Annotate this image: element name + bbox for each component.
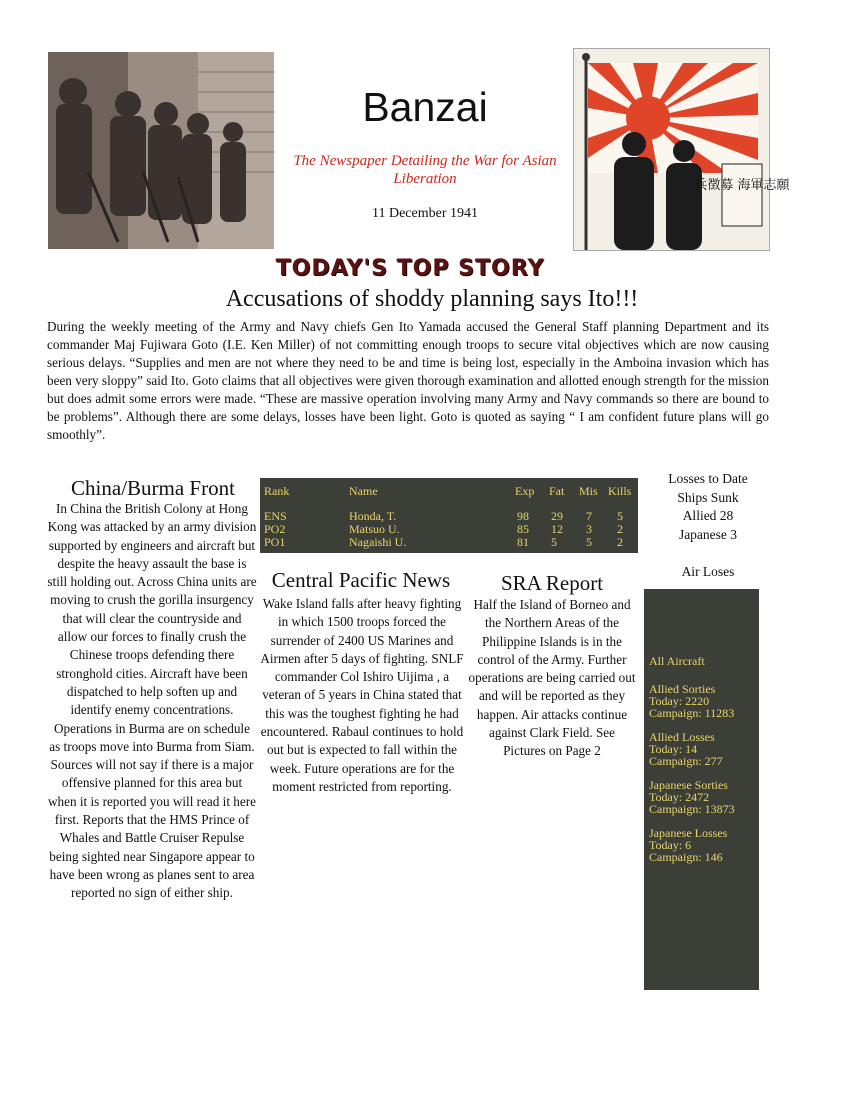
japanese-losses-label: Japanese Losses (649, 826, 728, 840)
ships-sunk-label: Ships Sunk (677, 489, 739, 505)
table-cell: Nagaishi U. (349, 535, 407, 549)
allied-losses-campaign: Campaign: 277 (649, 754, 723, 768)
allied-losses-label: Allied Losses (649, 730, 715, 744)
table-cell: 3 (586, 522, 592, 536)
japanese-sorties-label: Japanese Sorties (649, 778, 728, 792)
china-burma-body: In China the British Colony at Hong Kong was attacked by an army division supported by engineers and aircraft but despite the heavy assault the base is still holding out. Across China units are moving to crush the gorilla insurgency that will clear the countryside and allow our forces to finally crush the Chinese troops defending there stronghold cities. Aircraft have been dispatched to help soften up and identify enemy concentrations. Operations in Burma are on schedule as troops move into Burma from Siam. Sources will not say if there is a major offensive planned for this area but when it is reported you will read it here first. Reports that the HMS Prince of Whales and Battle Cruiser Repulse being sighted near Singapore appear to have been wrong as planes sent to area reported no sign of either ship. (47, 501, 257, 901)
table-header-fat: Fat (549, 484, 565, 498)
flag-characters: 兵徴募 海軍志願 (694, 178, 790, 193)
soldiers-photo (48, 52, 274, 249)
table-cell: 98 (517, 509, 529, 523)
top-story-body: During the weekly meeting of the Army and Navy chiefs Gen Ito Yamada accused the General Staff planning Department and its commander Maj Fujiwara Goto (I.E. Ken Miller) of not committing enough troops to secure vital objectives which are now causing serious delays. “Supplies and men are not where they need to be and time is being lost, especially in the Amboina invasion which has been very sloppy” said Ito. Goto claims that all objectives were given thorough examination and allotted enough strength for the mission but does admit some errors were made. “These are massive operation involving many Army and Navy commands so there are bound to be problems”. Although there are some delays, losses have been light. Goto is quoted as saying “ I am confident future plans will go smoothly”. (47, 319, 769, 442)
central-pacific-heading: Central Pacific News (271, 568, 451, 592)
table-cell: 81 (517, 535, 529, 549)
newspaper-subtitle: The Newspaper Detailing the War for Asian Liberation (293, 153, 557, 187)
central-pacific-body: Wake Island falls after heavy fighting in which 1500 troops forced the surrender of 2400 US Marines and Airmen after 5 days of fighting. SNLF commander Col Ishiro Uijima , a veteran of 5 years in China stated that this was the toughest fighting he had encountered. Rabaul continues to hold out but is expected to fall within the week. Future operations are for the moment restricted from reporting. (260, 596, 464, 794)
table-cell: 5 (551, 535, 557, 549)
table-cell: Matsuo U. (349, 522, 400, 536)
japanese-ships-sunk: Japanese 3 (678, 526, 738, 542)
allied-ships-sunk: Allied 28 (682, 508, 734, 523)
china-burma-heading: China/Burma Front (71, 476, 235, 500)
table-cell: PO2 (264, 522, 286, 536)
table-cell: 85 (517, 522, 529, 536)
table-cell: 12 (551, 522, 563, 536)
air-losses-label: Air Loses (681, 564, 735, 579)
air-stats-title: All Aircraft (649, 654, 705, 668)
table-cell: 7 (586, 509, 592, 523)
table-cell: Honda, T. (349, 509, 397, 523)
pilot-stats-table (260, 478, 638, 553)
table-cell: 5 (586, 535, 592, 549)
table-header-mis: Mis (579, 484, 598, 498)
table-cell: 2 (617, 535, 623, 549)
table-cell: 2 (617, 522, 623, 536)
losses-summary (648, 470, 768, 544)
sra-heading: SRA Report (500, 571, 604, 595)
allied-sorties-today: Today: 2220 (649, 694, 710, 708)
allied-sorties-campaign: Campaign: 11283 (649, 706, 735, 720)
issue-date: 11 December 1941 (372, 206, 478, 221)
table-cell: ENS (264, 509, 287, 523)
table-cell: 5 (617, 509, 623, 523)
rising-sun-poster (573, 48, 790, 251)
table-header-kills: Kills (608, 484, 632, 498)
allied-losses-today: Today: 14 (649, 742, 698, 756)
japanese-losses-today: Today: 6 (649, 838, 692, 852)
table-cell: 29 (551, 509, 563, 523)
allied-sorties-label: Allied Sorties (649, 682, 716, 696)
losses-title: Losses to Date (668, 471, 748, 486)
top-story-headline: Accusations of shoddy planning says Ito!!! (225, 286, 639, 312)
sra-body: Half the Island of Borneo and the Northern Areas of the Philippine Islands is in the control of the Army. Further operations are being carried out and will be reported as they happen. Air attacks continue against Clark Field. See Pictures on Page 2 (468, 597, 636, 759)
table-cell: PO1 (264, 535, 286, 549)
top-story-label: TODAY'S TOP STORY (275, 256, 545, 281)
japanese-losses-campaign: Campaign: 146 (649, 850, 723, 864)
japanese-sorties-campaign: Campaign: 13873 (649, 802, 735, 816)
table-header-rank: Rank (264, 484, 290, 498)
newspaper-title: Banzai (362, 84, 488, 130)
air-stats-panel (644, 589, 759, 990)
japanese-sorties-today: Today: 2472 (649, 790, 710, 804)
table-header-exp: Exp (515, 484, 535, 498)
table-header-name: Name (349, 484, 378, 498)
